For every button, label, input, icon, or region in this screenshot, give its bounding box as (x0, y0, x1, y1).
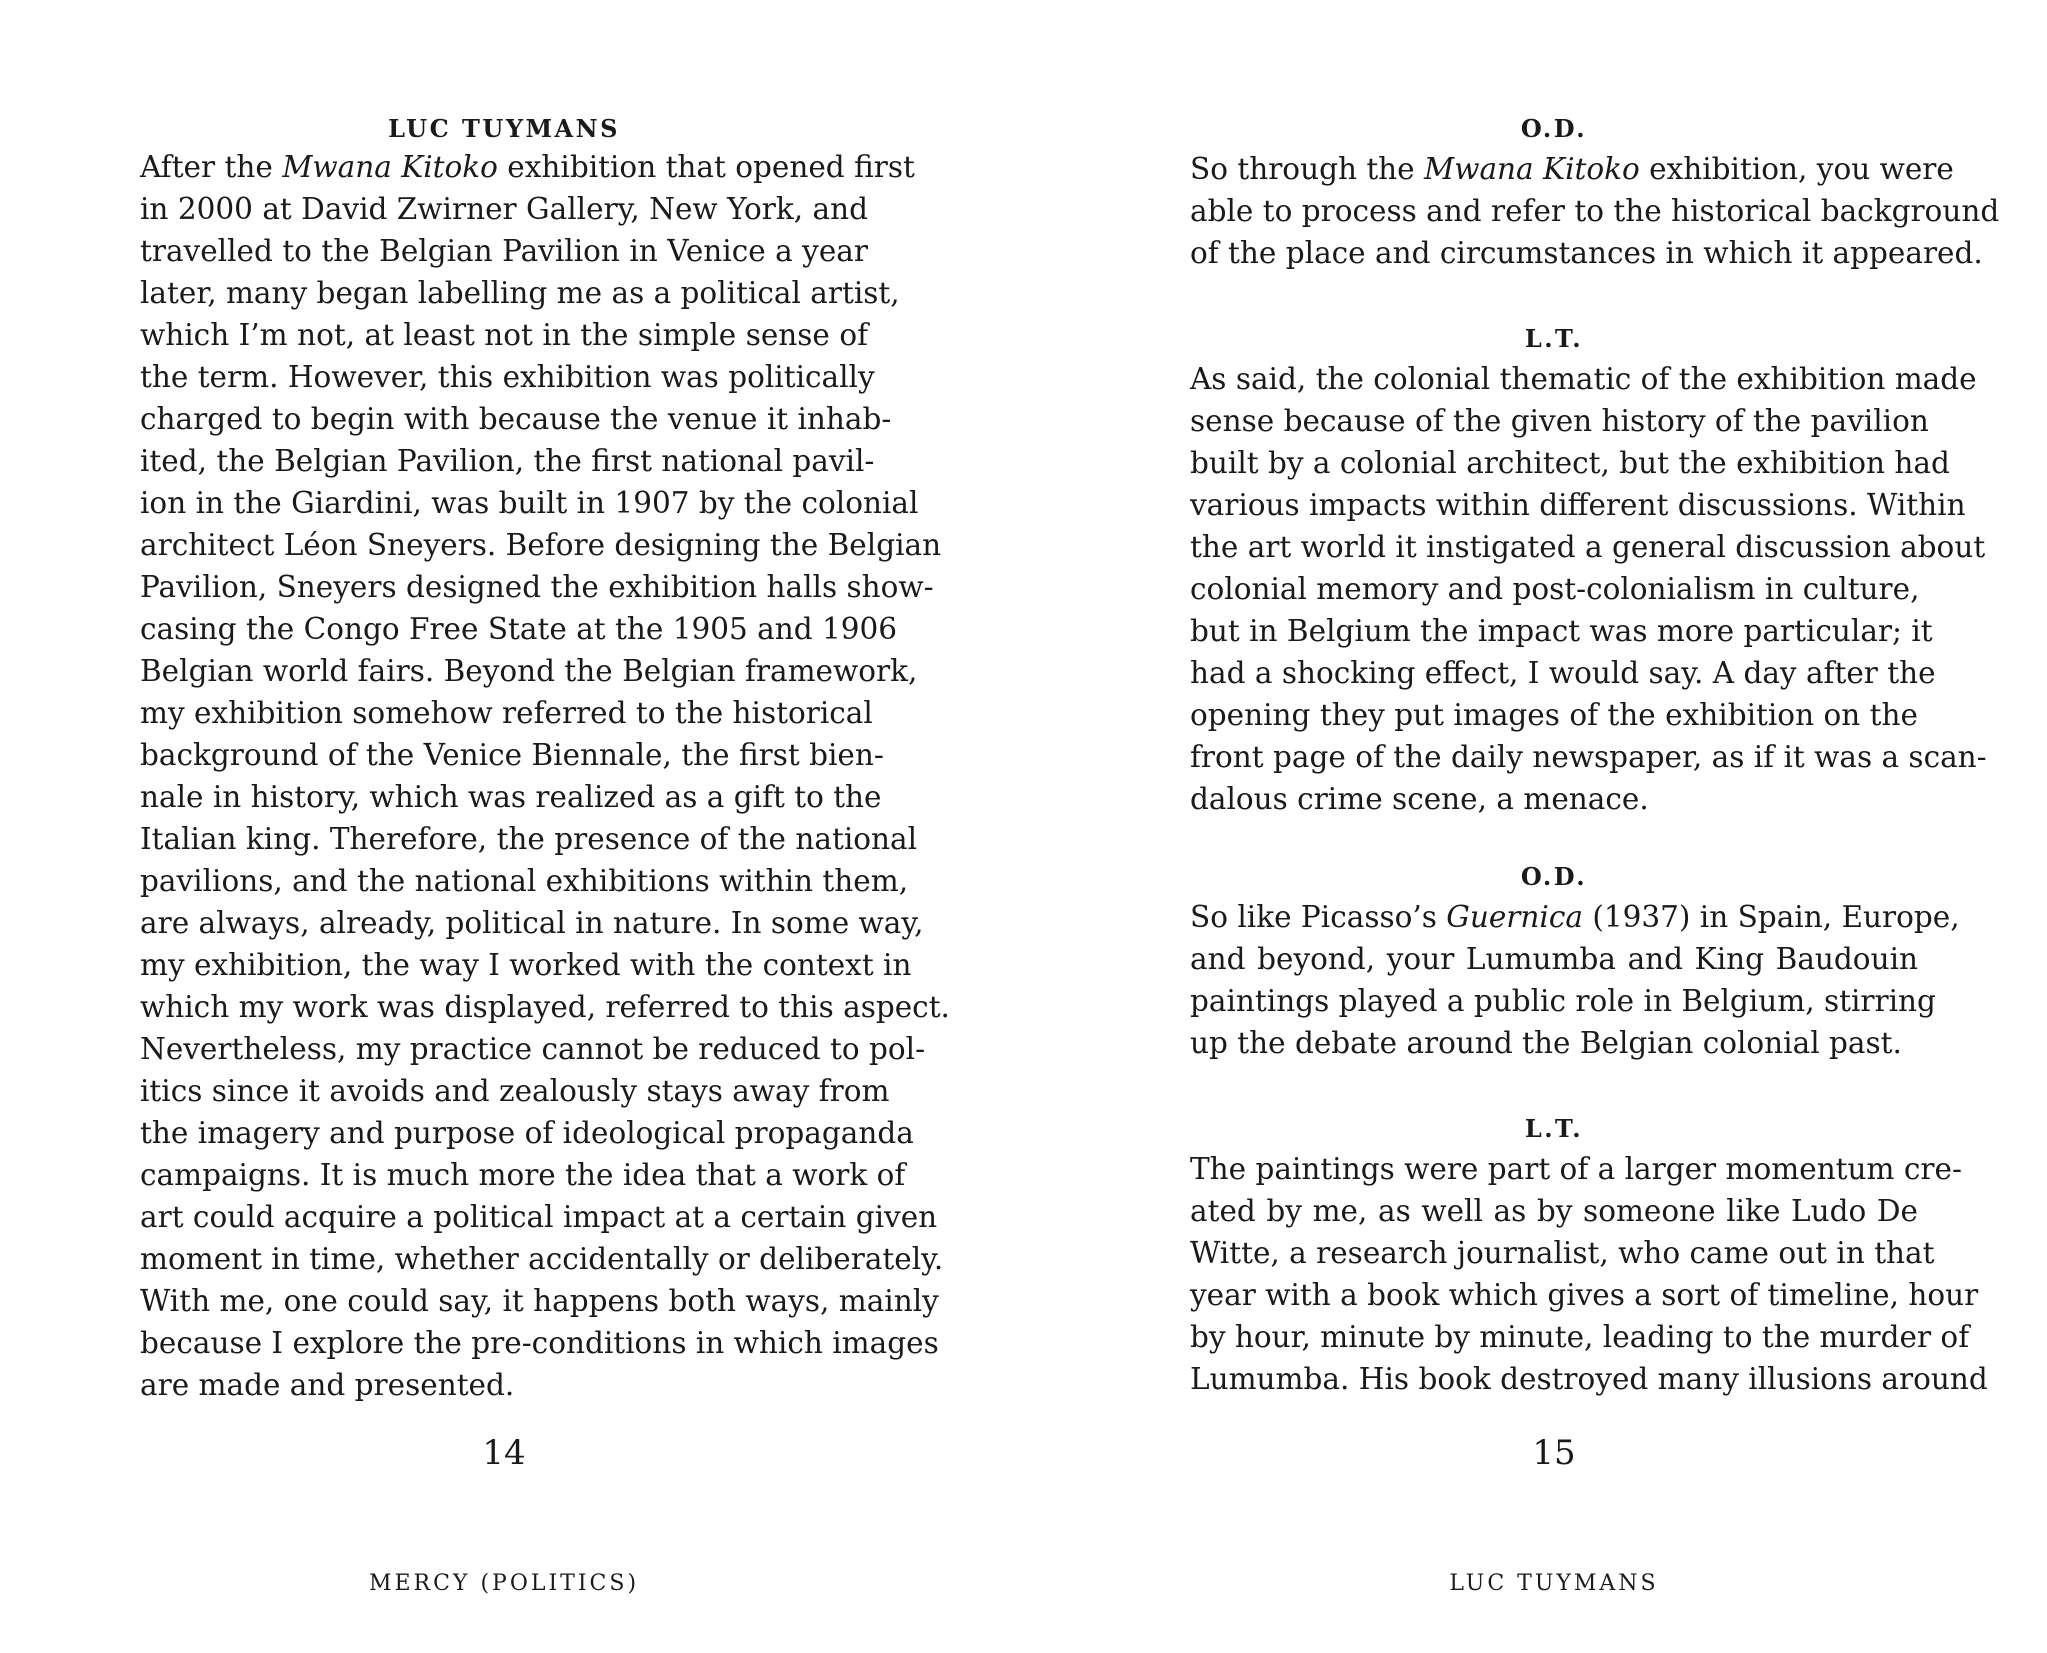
text-line (1190, 896, 1960, 938)
text-line (140, 986, 950, 1028)
text-segment: ion in the Giardini, was built in 1907 by the colonial (140, 486, 919, 520)
text-line (140, 608, 898, 650)
text-segment: which I’m not, at least not in the simple sense of (140, 318, 868, 352)
text-segment: are always, already, political in nature. In some way, (140, 906, 924, 940)
text-line (140, 860, 909, 902)
text-line (1190, 1358, 1988, 1400)
text-segment: up the debate around the Belgian colonial past. (1190, 1026, 1902, 1060)
speaker-heading: O.D. (1520, 862, 1588, 891)
text-segment: charged to begin with because the venue it inhab- (140, 402, 892, 436)
text-segment: The paintings were part of a larger momentum cre- (1190, 1152, 1962, 1186)
right-page (1190, 0, 2000, 1653)
text-line (140, 1154, 906, 1196)
text-segment: So through the (1190, 152, 1425, 186)
text-segment: dalous crime scene, a menace. (1190, 782, 1649, 816)
text-segment: Witte, a research journalist, who came out in that (1190, 1236, 1935, 1270)
text-line (1190, 526, 1986, 568)
left-page (140, 0, 950, 1653)
text-segment: So like Picasso’s (1190, 900, 1447, 934)
left-body-text (140, 146, 950, 1406)
text-line (1190, 736, 1987, 778)
dialogue-block-4 (1190, 1110, 1988, 1400)
text-line (140, 776, 882, 818)
text-line (140, 188, 868, 230)
paragraph (140, 146, 950, 1406)
page-number: 14 (482, 1433, 526, 1473)
dialogue-block-2 (1190, 320, 1987, 820)
text-line (140, 1028, 926, 1070)
text-line (140, 440, 875, 482)
text-line (1190, 1022, 1918, 1064)
text-segment: After the (140, 150, 283, 184)
text-segment: in 2000 at David Zwirner Gallery, New York, and (140, 192, 868, 226)
text-line (1190, 1190, 1918, 1232)
text-segment: sense because of the given history of the pavilion (1190, 404, 1929, 438)
text-line (140, 1070, 890, 1112)
text-line (140, 272, 900, 314)
dialogue-block-1 (1190, 110, 2000, 274)
text-line (140, 1238, 944, 1280)
italic-title: Mwana Kitoko (1424, 152, 1640, 186)
text-segment: travelled to the Belgian Pavilion in Venice a year (140, 234, 868, 268)
text-segment: colonial memory and post-colonialism in culture, (1190, 572, 1920, 606)
text-line (140, 482, 919, 524)
text-line (140, 356, 875, 398)
text-segment: Pavilion, Sneyers designed the exhibition halls show- (140, 570, 934, 604)
text-segment: had a shocking effect, I would say. A day after the (1190, 656, 1936, 690)
text-line (1190, 1148, 1962, 1190)
text-segment: front page of the daily newspaper, as if it was a scan- (1190, 740, 1987, 774)
text-segment: Belgian world fairs. Beyond the Belgian framework, (140, 654, 918, 688)
text-line (1190, 148, 1954, 190)
text-line (1190, 938, 1918, 980)
text-segment: ated by me, as well as by someone like Ludo De (1190, 1194, 1918, 1228)
text-segment: With me, one could say, it happens both ways, mainly (140, 1284, 939, 1318)
text-segment: (1937) in Spain, Europe, (1582, 900, 1960, 934)
text-segment: built by a colonial architect, but the exhibition had (1190, 446, 1950, 480)
text-segment: Lumumba. His book destroyed many illusions around (1190, 1362, 1988, 1396)
running-foot: LUC TUYMANS (1449, 1571, 1659, 1596)
text-segment: exhibition, you were (1639, 152, 1954, 186)
text-segment: but in Belgium the impact was more particular; it (1190, 614, 1933, 648)
text-line (140, 398, 892, 440)
text-segment: moment in time, whether accidentally or deliberately. (140, 1242, 944, 1276)
text-segment: my exhibition, the way I worked with the context in (140, 948, 912, 982)
text-line (140, 314, 868, 356)
text-line (140, 524, 942, 566)
text-segment: exhibition that opened first (497, 150, 915, 184)
text-segment: paintings played a public role in Belgium, stirring (1190, 984, 1936, 1018)
speaker-heading: LUC TUYMANS (388, 114, 620, 143)
page-number: 15 (1532, 1433, 1576, 1473)
speaker-heading: L.T. (1524, 1114, 1584, 1143)
text-segment: campaigns. It is much more the idea that a work of (140, 1158, 906, 1192)
text-segment: background of the Venice Biennale, the first bien- (140, 738, 884, 772)
text-segment: the imagery and purpose of ideological propaganda (140, 1116, 914, 1150)
text-line (140, 818, 918, 860)
text-line (140, 902, 924, 944)
text-segment: architect Léon Sneyers. Before designing the Belgian (140, 528, 942, 562)
text-line (140, 230, 868, 272)
text-line (1190, 358, 1977, 400)
text-segment: opening they put images of the exhibition on the (1190, 698, 1918, 732)
text-line (1190, 1316, 1970, 1358)
text-line (1190, 484, 1966, 526)
text-segment: nale in history, which was realized as a gift to the (140, 780, 882, 814)
text-line (140, 1322, 939, 1364)
paragraph (1190, 358, 1987, 820)
text-line (140, 734, 884, 776)
text-segment: year with a book which gives a sort of timeline, hour (1190, 1278, 1979, 1312)
text-line (1190, 980, 1936, 1022)
text-line (140, 1364, 868, 1406)
paragraph (1190, 148, 2000, 274)
text-line (140, 1280, 939, 1322)
text-segment: because I explore the pre-conditions in which images (140, 1326, 939, 1360)
text-line (1190, 442, 1950, 484)
text-segment: As said, the colonial thematic of the exhibition made (1190, 362, 1977, 396)
text-line (1190, 652, 1936, 694)
text-segment: various impacts within different discussions. Within (1190, 488, 1966, 522)
text-line (1190, 232, 1983, 274)
text-segment: casing the Congo Free State at the 1905 and 1906 (140, 612, 898, 646)
paragraph (1190, 1148, 1988, 1400)
text-segment: and beyond, your Lumumba and King Baudouin (1190, 942, 1918, 976)
text-line (140, 1112, 914, 1154)
text-segment: Italian king. Therefore, the presence of the national (140, 822, 918, 856)
text-line (1190, 1274, 1979, 1316)
text-segment: are made and presented. (140, 1368, 515, 1402)
text-line (140, 566, 934, 608)
text-line (1190, 190, 2000, 232)
text-segment: by hour, minute by minute, leading to the murder of (1190, 1320, 1970, 1354)
text-segment: pavilions, and the national exhibitions within them, (140, 864, 909, 898)
text-segment: my exhibition somehow referred to the historical (140, 696, 873, 730)
italic-title: Mwana Kitoko (282, 150, 498, 184)
paragraph (1190, 896, 1960, 1064)
dialogue-block-3 (1190, 858, 1960, 1064)
text-segment: ited, the Belgian Pavilion, the first national pavil- (140, 444, 875, 478)
speaker-heading: O.D. (1520, 114, 1588, 143)
text-segment: later, many began labelling me as a political artist, (140, 276, 900, 310)
text-line (140, 944, 912, 986)
text-line (1190, 694, 1918, 736)
italic-title: Guernica (1446, 900, 1583, 934)
text-line (1190, 610, 1933, 652)
text-line (1190, 400, 1929, 442)
text-line (1190, 778, 1918, 820)
text-segment: the term. However, this exhibition was politically (140, 360, 875, 394)
text-segment: which my work was displayed, referred to this aspect. (140, 990, 950, 1024)
text-line (1190, 568, 1918, 610)
text-line (1190, 1232, 1935, 1274)
text-line (140, 650, 918, 692)
text-segment: the art world it instigated a general discussion about (1190, 530, 1986, 564)
text-line (140, 1196, 938, 1238)
text-segment: of the place and circumstances in which it appeared. (1190, 236, 1983, 270)
text-segment: able to process and refer to the historical background (1190, 194, 2000, 228)
text-line (140, 146, 915, 188)
running-foot: MERCY (POLITICS) (368, 1571, 640, 1596)
text-line (140, 692, 873, 734)
speaker-heading: L.T. (1524, 324, 1584, 353)
text-segment: itics since it avoids and zealously stays away from (140, 1074, 890, 1108)
text-segment: art could acquire a political impact at a certain given (140, 1200, 938, 1234)
text-segment: Nevertheless, my practice cannot be reduced to pol- (140, 1032, 926, 1066)
